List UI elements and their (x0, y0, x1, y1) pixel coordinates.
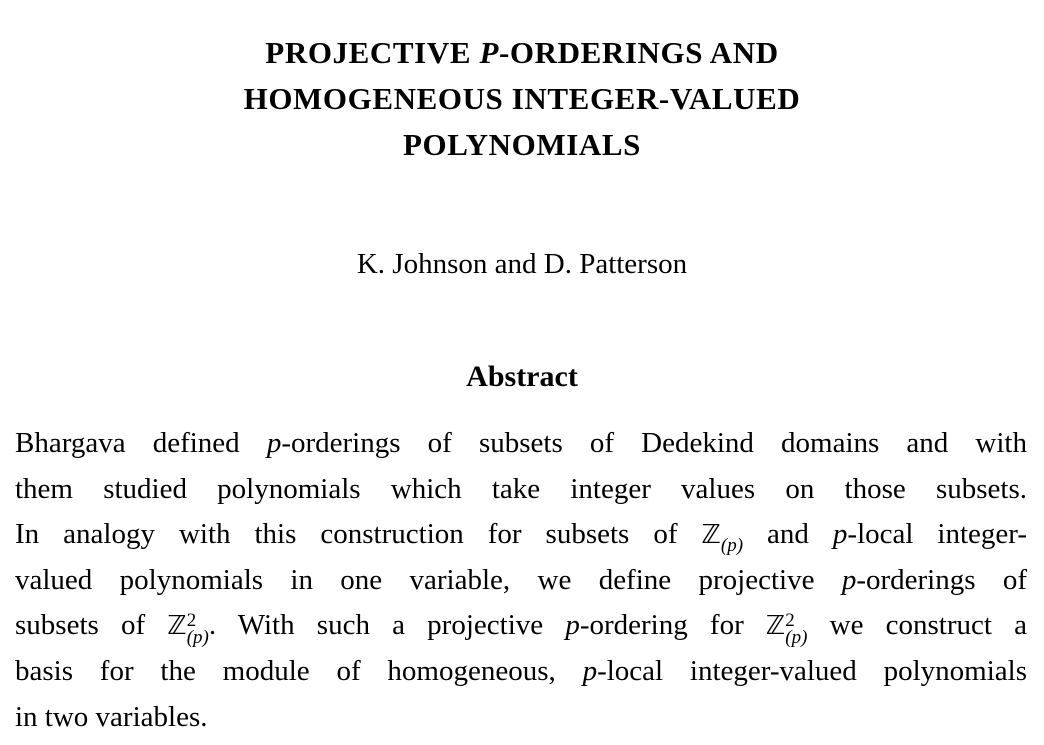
abstract-line-4: valued polynomials in one variable, we define projective p-orderings of (15, 563, 1028, 596)
abstract-line-2: them studied polynomials which take integer values on those subsets. (15, 472, 1027, 505)
paper-title (0, 30, 1044, 168)
integers-symbol: ℤ (167, 611, 187, 642)
abstract-line-3: In analogy with this construction for subsets of ℤ$_{(p)}$ and p-local integer- (15, 518, 1028, 557)
title-line-2: HOMOGENEOUS INTEGER-VALUED (243, 81, 801, 116)
title-line-3: POLYNOMIALS (403, 127, 641, 162)
author-list: K. Johnson and D. Patterson (356, 248, 688, 280)
abstract-line-5: subsets of ℤ 2 (p) . With such a projective p-ordering for ℤ 2 (p) we construct a (15, 609, 1027, 649)
abstract-line-1: Bhargava defined p-orderings of subsets of Dedekind domains and with (15, 427, 1027, 459)
abstract-line-6: basis for the module of homogeneous, p-local integer-valued polynomials (15, 654, 1027, 687)
abstract-heading: Abstract (466, 360, 578, 393)
abstract-text (15, 421, 1027, 740)
integers-symbol: ℤ (765, 611, 786, 642)
integers-symbol: ℤ (701, 520, 721, 551)
title-line-1: PROJECTIVE P-ORDERINGS AND (265, 35, 779, 70)
abstract-line-7: in two variables. (15, 700, 208, 733)
